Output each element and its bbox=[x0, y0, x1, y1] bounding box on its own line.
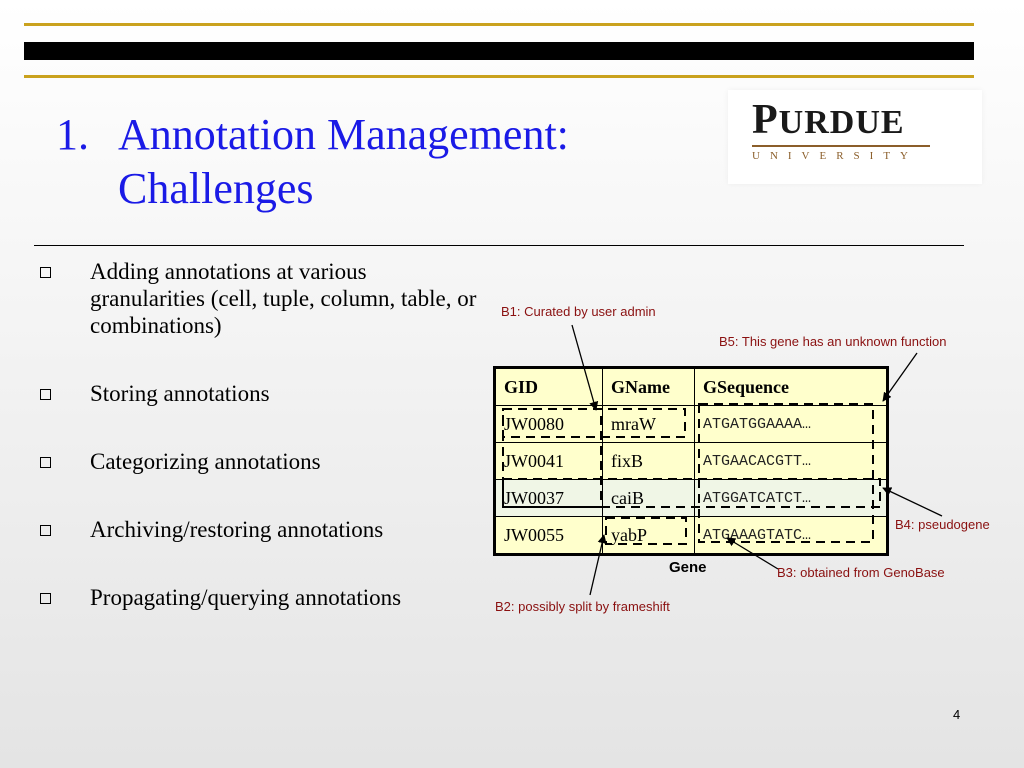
page-number: 4 bbox=[953, 707, 961, 722]
b1-arrow bbox=[572, 325, 596, 410]
b4-annotation-box bbox=[503, 479, 880, 507]
purdue-logo-subtitle: UNIVERSITY bbox=[752, 150, 918, 162]
cell-gname: fixB bbox=[603, 443, 695, 480]
b2-annotation-box bbox=[606, 518, 686, 544]
annotation-b4: B4: pseudogene bbox=[895, 517, 990, 532]
cell-gsequence: ATGGATCATCT… bbox=[695, 480, 888, 517]
table-caption: Gene bbox=[669, 559, 707, 576]
b1-column-box bbox=[503, 409, 601, 507]
bullet-item: Archiving/restoring annotations bbox=[40, 516, 480, 543]
b5-annotation-box bbox=[699, 404, 873, 542]
cell-gid: JW0041 bbox=[495, 443, 603, 480]
cell-gsequence: ATGATGGAAAA… bbox=[695, 406, 888, 443]
cell-gname: caiB bbox=[603, 480, 695, 517]
cell-gid: JW0080 bbox=[495, 406, 603, 443]
b2-arrow bbox=[590, 535, 604, 595]
cell-gsequence: ATGAACACGTT… bbox=[695, 443, 888, 480]
title-line-2: Challenges bbox=[118, 164, 314, 213]
title-line-1: Annotation Management: bbox=[118, 110, 569, 159]
cell-gname: mraW bbox=[603, 406, 695, 443]
bullet-item: Categorizing annotations bbox=[40, 448, 480, 475]
cell-gid: JW0037 bbox=[495, 480, 603, 517]
cell-gid: JW0055 bbox=[495, 517, 603, 555]
purdue-logo-wordmark: PURDUE bbox=[752, 97, 905, 143]
b3-arrow bbox=[727, 538, 778, 569]
bullet-item: Propagating/querying annotations bbox=[40, 584, 480, 611]
bullet-item: Adding annotations at various granularities (cell, tuple, column, table, or combinations) bbox=[40, 258, 480, 339]
bullet-item: Storing annotations bbox=[40, 380, 480, 407]
b5-arrow bbox=[883, 353, 917, 401]
annotation-b2: B2: possibly split by frameshift bbox=[495, 599, 670, 614]
annotation-b3: B3: obtained from GenoBase bbox=[777, 565, 945, 580]
b1-annotation-box bbox=[503, 409, 685, 437]
title-number: 1. bbox=[56, 110, 89, 159]
cell-gname: yabP bbox=[603, 517, 695, 555]
annotation-b1: B1: Curated by user admin bbox=[501, 304, 656, 319]
header-gid: GID bbox=[495, 368, 603, 406]
header-gname: GName bbox=[603, 368, 695, 406]
cell-gsequence: ATGAAAGTATC… bbox=[695, 517, 888, 555]
annotation-b5: B5: This gene has an unknown function bbox=[719, 334, 947, 349]
b4-arrow bbox=[883, 488, 942, 516]
header-gsequence: GSequence bbox=[695, 368, 888, 406]
